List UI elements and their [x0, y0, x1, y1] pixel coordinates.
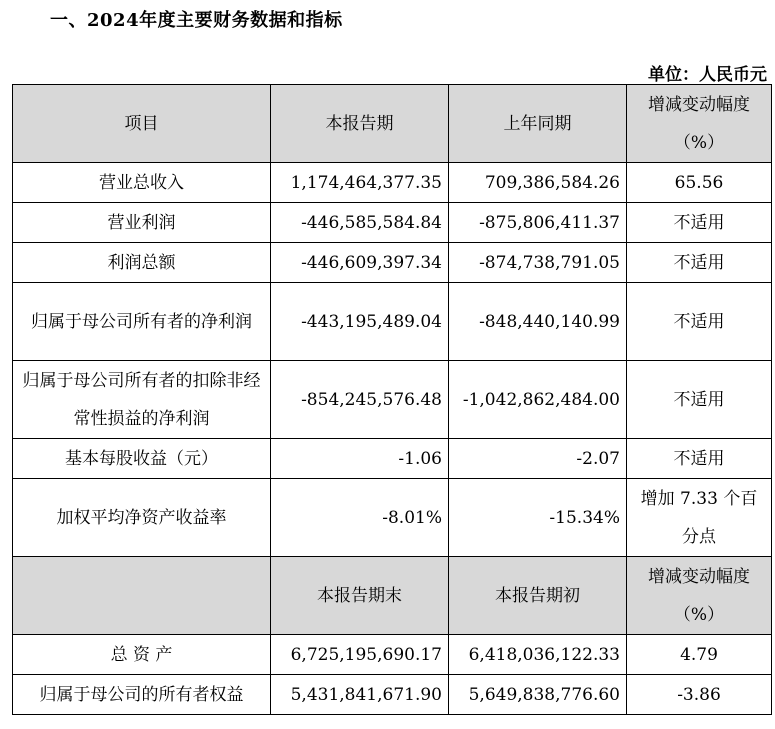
currency-unit: 单位：人民币元 [648, 65, 767, 85]
section-title: 一、2024年度主要财务数据和指标 [50, 10, 343, 31]
previous-value: -874,738,791.05 [449, 243, 627, 283]
current-value: 1,174,464,377.35 [271, 163, 449, 203]
change-value: 不适用 [627, 439, 772, 479]
header-previous-period: 上年同期 [449, 85, 627, 163]
row-label: 归属于母公司所有者的净利润 [13, 283, 271, 361]
change-value: 增加 7.33 个百分点 [627, 479, 772, 557]
header-current-period: 本报告期 [271, 85, 449, 163]
table-row [13, 163, 772, 203]
financial-data-table [12, 84, 772, 715]
previous-value: -848,440,140.99 [449, 283, 627, 361]
change-value: 不适用 [627, 283, 772, 361]
change-value: 4.79 [627, 635, 772, 675]
change-value: 65.56 [627, 163, 772, 203]
current-value: -854,245,576.48 [271, 361, 449, 439]
current-value: 6,725,195,690.17 [271, 635, 449, 675]
header-period-start: 本报告期初 [449, 557, 627, 635]
current-value: -8.01% [271, 479, 449, 557]
row-label: 基本每股收益（元） [13, 439, 271, 479]
table-header-row [13, 85, 772, 163]
current-value: -1.06 [271, 439, 449, 479]
current-value: 5,431,841,671.90 [271, 675, 449, 715]
change-value: 不适用 [627, 361, 772, 439]
change-value: -3.86 [627, 675, 772, 715]
change-value: 不适用 [627, 203, 772, 243]
header-item [13, 557, 271, 635]
row-label: 归属于母公司所有者的扣除非经常性损益的净利润 [13, 361, 271, 439]
table-row [13, 203, 772, 243]
header-period-end: 本报告期末 [271, 557, 449, 635]
header-change-rate: 增减变动幅度（%） [627, 85, 772, 163]
previous-value: -2.07 [449, 439, 627, 479]
header-change-rate: 增减变动幅度（%） [627, 557, 772, 635]
table-row [13, 361, 772, 439]
row-label: 营业利润 [13, 203, 271, 243]
table-row [13, 243, 772, 283]
previous-value: -875,806,411.37 [449, 203, 627, 243]
row-label: 归属于母公司的所有者权益 [13, 675, 271, 715]
row-label: 营业总收入 [13, 163, 271, 203]
previous-value: 5,649,838,776.60 [449, 675, 627, 715]
current-value: -446,585,584.84 [271, 203, 449, 243]
row-label: 加权平均净资产收益率 [13, 479, 271, 557]
previous-value: 709,386,584.26 [449, 163, 627, 203]
header-item: 项目 [13, 85, 271, 163]
current-value: -443,195,489.04 [271, 283, 449, 361]
table-row [13, 439, 772, 479]
previous-value: -15.34% [449, 479, 627, 557]
row-label: 利润总额 [13, 243, 271, 283]
table-row [13, 675, 772, 715]
table-row [13, 635, 772, 675]
previous-value: -1,042,862,484.00 [449, 361, 627, 439]
row-label: 总 资 产 [13, 635, 271, 675]
change-value: 不适用 [627, 243, 772, 283]
table-header-row [13, 557, 772, 635]
table-row [13, 283, 772, 361]
table-row [13, 479, 772, 557]
current-value: -446,609,397.34 [271, 243, 449, 283]
previous-value: 6,418,036,122.33 [449, 635, 627, 675]
